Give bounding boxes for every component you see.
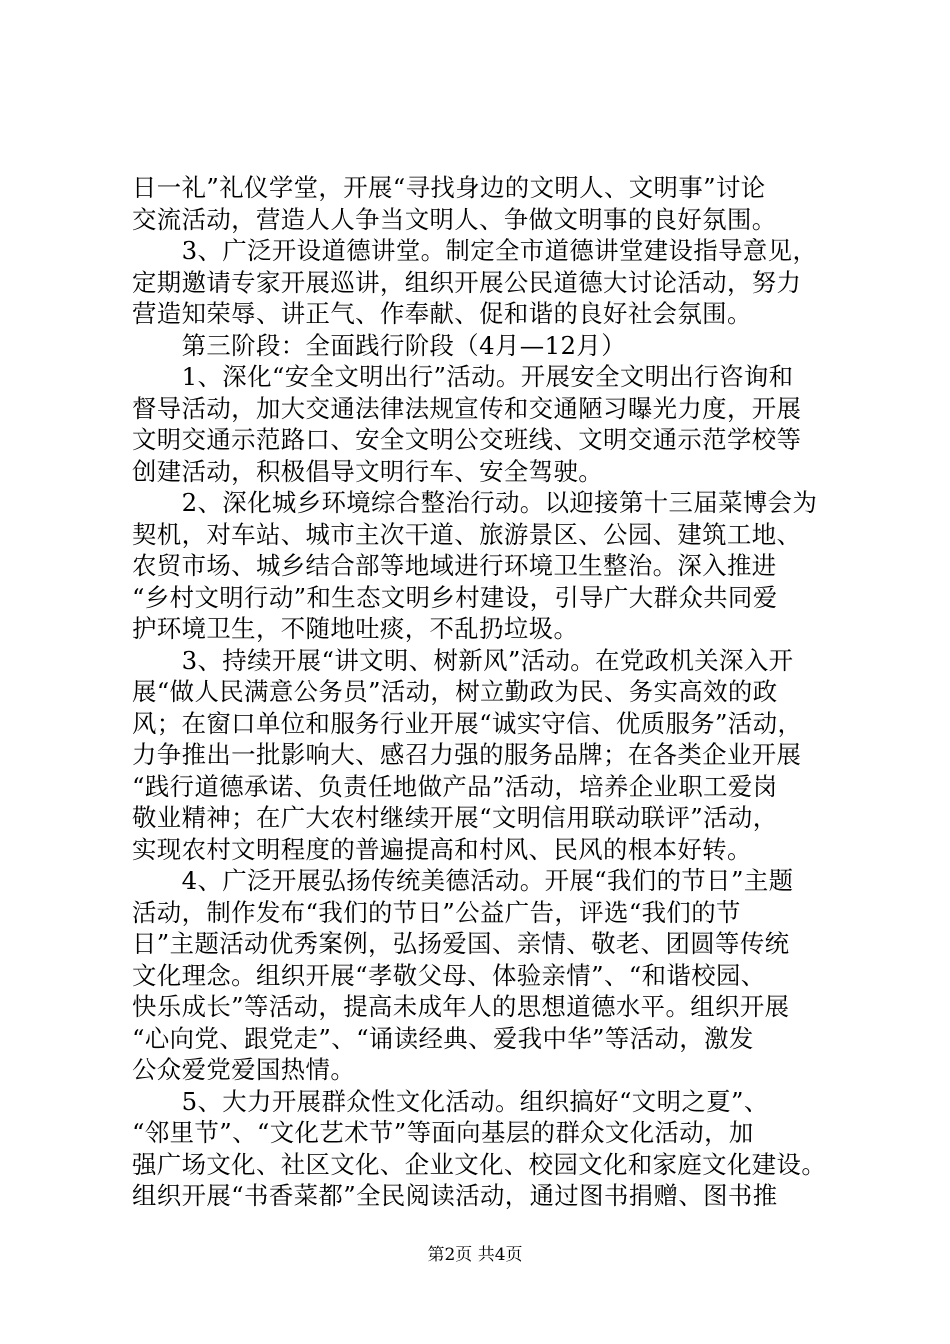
text-line: 1、深化“安全文明出行”活动。开展安全文明出行咨询和 — [132, 362, 794, 391]
text-line: 农贸市场、城乡结合部等地域进行环境卫生整治。深入推进 — [132, 551, 777, 580]
text-line: 护环境卫生，不随地吐痰，不乱扔垃圾。 — [132, 614, 579, 643]
text-line: 公众爱党爱国热情。 — [132, 1055, 356, 1084]
text-line: 契机，对车站、城市主次干道、旅游景区、公园、建筑工地、 — [132, 519, 802, 549]
text-line: 文化理念。组织开展“孝敬父母、体验亲情”、“和谐校园、 — [132, 960, 766, 990]
text-line: 营造知荣辱、讲正气、作奉献、促和谐的良好社会氛围。 — [132, 299, 752, 328]
text-line: 督导活动，加大交通法律法规宣传和交通陋习曝光力度，开展 — [132, 393, 802, 423]
text-line: 交流活动，营造人人争当文明人、争做文明事的良好氛围。 — [132, 204, 777, 234]
text-line: 日”主题活动优秀案例，弘扬爱国、亲情、敬老、团圆等传统 — [132, 929, 790, 958]
text-line: 敬业精神；在广大农村继续开展“文明信用联动联评”活动， — [132, 803, 778, 832]
text-line: 实现农村文明程度的普遍提高和村风、民风的根本好转。 — [132, 834, 752, 864]
text-line: “践行道德承诺、负责任地做产品”活动，培养企业职工爱岗 — [132, 771, 778, 801]
text-line: “邻里节”、“文化艺术节”等面向基层的群众文化活动，加 — [132, 1118, 754, 1147]
text-line: 定期邀请专家开展巡讲，组织开展公民道德大讨论活动，努力 — [132, 267, 802, 297]
text-line: 快乐成长”等活动，提高未成年人的思想道德水平。组织开展 — [132, 992, 790, 1021]
text-line: 力争推出一批影响大、感召力强的服务品牌；在各类企业开展 — [132, 740, 802, 769]
text-line: 文明交通示范路口、安全文明公交班线、文明交通示范学校等 — [132, 425, 802, 454]
text-line: 风；在窗口单位和服务行业开展“诚实守信、优质服务”活动， — [132, 708, 803, 738]
text-line: 展“做人民满意公务员”活动，树立勤政为民、务实高效的政 — [132, 677, 778, 706]
text-line: 强广场文化、社区文化、企业文化、校园文化和家庭文化建设。 — [132, 1149, 827, 1179]
page-footer — [0, 1244, 950, 1266]
body-text — [132, 172, 832, 1212]
page-number: 第2页 共4页 — [427, 1245, 523, 1265]
text-line: 创建活动，积极倡导文明行车、安全驾驶。 — [132, 456, 604, 486]
text-line: 4、广泛开展弘扬传统美德活动。开展“我们的节日”主题 — [132, 866, 794, 895]
text-line: 3、广泛开设道德讲堂。制定全市道德讲堂建设指导意见， — [132, 236, 818, 265]
text-line: “乡村文明行动”和生态文明乡村建设，引导广大群众共同爱 — [132, 582, 778, 612]
text-line: “心向党、跟党走”、“诵读经典、爱我中华”等活动，激发 — [132, 1023, 754, 1053]
text-line: 活动，制作发布“我们的节日”公益广告，评选“我们的节 — [132, 897, 741, 927]
text-line: 日一礼”礼仪学堂，开展“寻找身边的文明人、文明事”讨论 — [132, 173, 766, 202]
text-line: 组织开展“书香菜都”全民阅读活动，通过图书捐赠、图书推 — [132, 1181, 778, 1210]
text-line: 2、深化城乡环境综合整治行动。以迎接第十三届菜博会为 — [132, 488, 818, 517]
text-line: 5、大力开展群众性文化活动。组织搞好“文明之夏”、 — [132, 1086, 769, 1116]
text-block — [132, 172, 832, 1212]
text-line: 3、持续开展“讲文明、树新风”活动。在党政机关深入开 — [132, 645, 794, 675]
section-heading: 第三阶段：全面践行阶段（4月—12月） — [132, 330, 626, 360]
